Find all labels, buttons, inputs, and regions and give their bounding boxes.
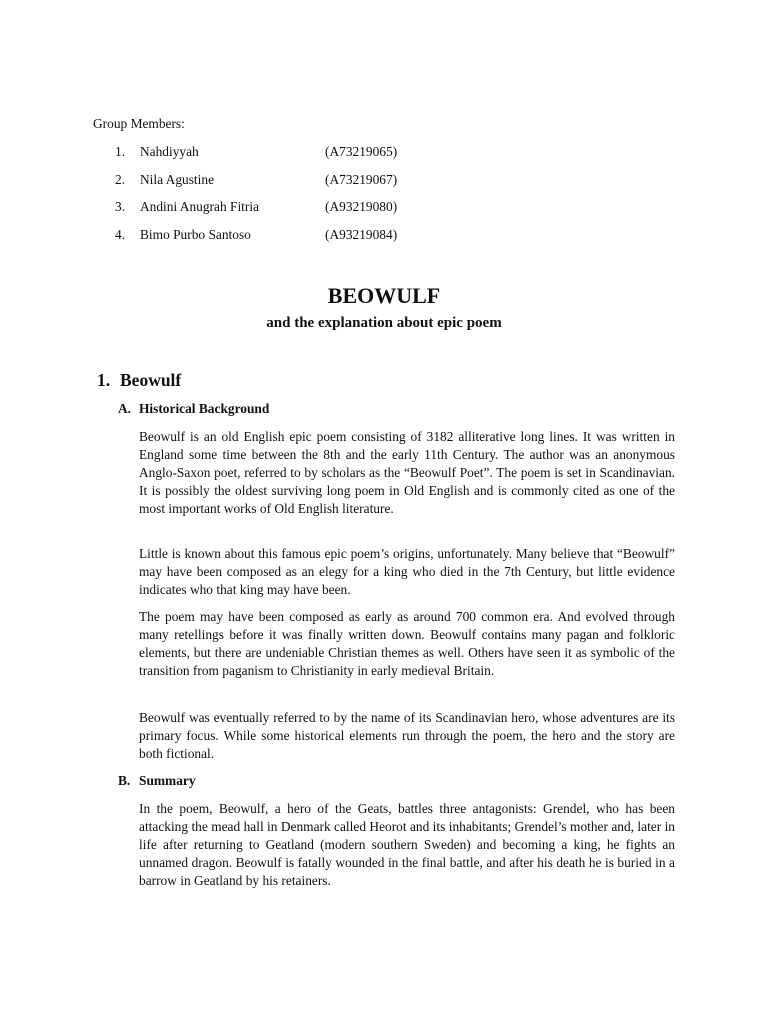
- section-number: 1.: [97, 370, 111, 390]
- paragraph: The poem may have been composed as early as around 700 common era. And evolved through many retellings before it was finally written down. Beowulf contains many pagan and folkloric elements, but there are undeniable Christian themes as well. Others have seen it as symbolic of the transition from paganism to Christianity in early medieval Britain.: [139, 609, 675, 679]
- document-title: BEOWULF: [327, 283, 441, 308]
- member-id: (A73219067): [325, 172, 398, 187]
- member-name: Bimo Purbo Santoso: [140, 227, 251, 242]
- member-name: Andini Anugrah Fitria: [140, 199, 260, 214]
- paragraph: Little is known about this famous epic poem’s origins, unfortunately. Many believe that “Beowulf” may have been composed as an elegy for a king who died in the 7th Century, but little evidence indicates who that king may have been.: [139, 546, 675, 598]
- document-subtitle: and the explanation about epic poem: [266, 315, 502, 331]
- member-row: [115, 142, 535, 162]
- member-number: 3.: [115, 199, 126, 214]
- section-heading: [97, 368, 181, 392]
- paragraph: Beowulf was eventually referred to by the name of its Scandinavian hero, whose adventures are its primary focus. While some historical elements run through the poem, the hero and the story are both fictional.: [139, 710, 675, 762]
- paragraph: Beowulf is an old English epic poem consisting of 3182 alliterative long lines. It was written in England some time between the 8th and the early 11th Century. The author was an anonymous Anglo-Saxon poet, referred to by scholars as the “Beowulf Poet”. The poem is set in Scandinavian. It is possibly the oldest surviving long poem in Old English and is commonly cited as one of the most important works of Old English literature.: [139, 429, 675, 517]
- member-number: 2.: [115, 172, 126, 187]
- member-name: Nahdiyyah: [140, 144, 199, 159]
- section-title: Beowulf: [120, 370, 182, 390]
- subsection-letter: B.: [118, 773, 131, 788]
- member-name: Nila Agustine: [140, 172, 215, 187]
- member-row: [115, 170, 535, 190]
- member-row: [115, 197, 535, 217]
- subsection-title: Historical Background: [139, 401, 270, 416]
- group-members-heading: Group Members:: [93, 116, 185, 131]
- subsection-letter: A.: [118, 401, 132, 416]
- subsection-heading: [118, 772, 196, 790]
- member-number: 4.: [115, 227, 126, 242]
- member-id: (A93219080): [325, 199, 398, 214]
- member-id: (A73219065): [325, 144, 398, 159]
- member-number: 1.: [115, 144, 126, 159]
- member-id: (A93219084): [325, 227, 398, 242]
- member-row: [115, 225, 535, 245]
- subsection-title: Summary: [139, 773, 196, 788]
- subsection-heading: [118, 400, 269, 418]
- paragraph: In the poem, Beowulf, a hero of the Geats, battles three antagonists: Grendel, who has been attacking the mead hall in Denmark called Heorot and its inhabitants; Grendel’s mother and, later in life after returning to Geatland (modern southern Sweden) and becoming a king, he fights an unnamed dragon. Beowulf is fatally wounded in the final battle, and after his death he is buried in a barrow in Geatland by his retainers.: [139, 801, 675, 889]
